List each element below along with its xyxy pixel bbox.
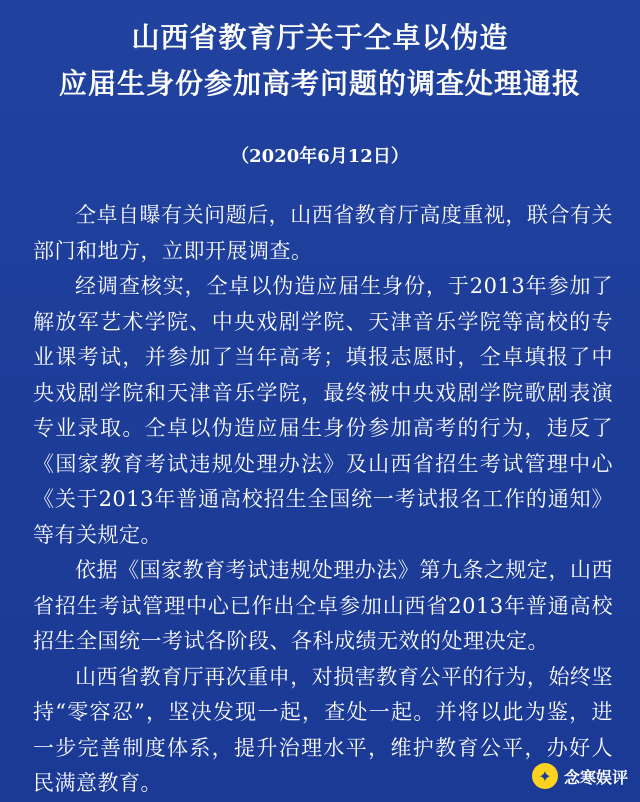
watermark-label: 念寒娱评 bbox=[563, 767, 628, 787]
paragraph-4: 山西省教育厅再次重申，对损害教育公平的行为，始终坚持“零容忍”，坚决发现一起，查处一起。并将以此为鉴，进一步完善制度体系，提升治理水平，维护教育公平，办好人民满意教育。 bbox=[33, 664, 613, 795]
notice-title-line2: 应届生身份参加高考问题的调查处理通报 bbox=[58, 67, 581, 100]
notice-date: （2020年6月12日） bbox=[231, 146, 409, 167]
paragraph-2: 经调查核实，仝卓以伪造应届生身份，于2013年参加了解放军艺术学院、中央戏剧学院、天津音乐学院等高校的专业课考试，并参加了当年高考；填报志愿时，仝卓填报了中央戏剧学院和天津音乐学院，最终被中央戏剧学院歌剧表演专业录取。仝卓以伪造应届生身份参加高考的行为，违反了《国家教育考试违规处理办法》及山西省招生考试管理中心《关于2013年普通高校招生全国统一考试报名工作的通知》等有关规定。 bbox=[33, 274, 613, 547]
paragraph-1: 仝卓自曝有关问题后，山西省教育厅高度重视，联合有关部门和地方，立即开展调查。 bbox=[33, 203, 613, 263]
chat-bubble-icon: ✦ bbox=[532, 763, 558, 789]
watermark bbox=[532, 762, 628, 790]
notice-body bbox=[33, 198, 613, 802]
paragraph-3: 依据《国家教育考试违规处理办法》第九条之规定，山西省招生考试管理中心已作出仝卓参加山西省2013年普通高校招生全国统一考试各阶段、各科成绩无效的处理决定。 bbox=[33, 558, 613, 653]
notice-title-line1: 山西省教育厅关于仝卓以伪造 bbox=[131, 21, 509, 54]
